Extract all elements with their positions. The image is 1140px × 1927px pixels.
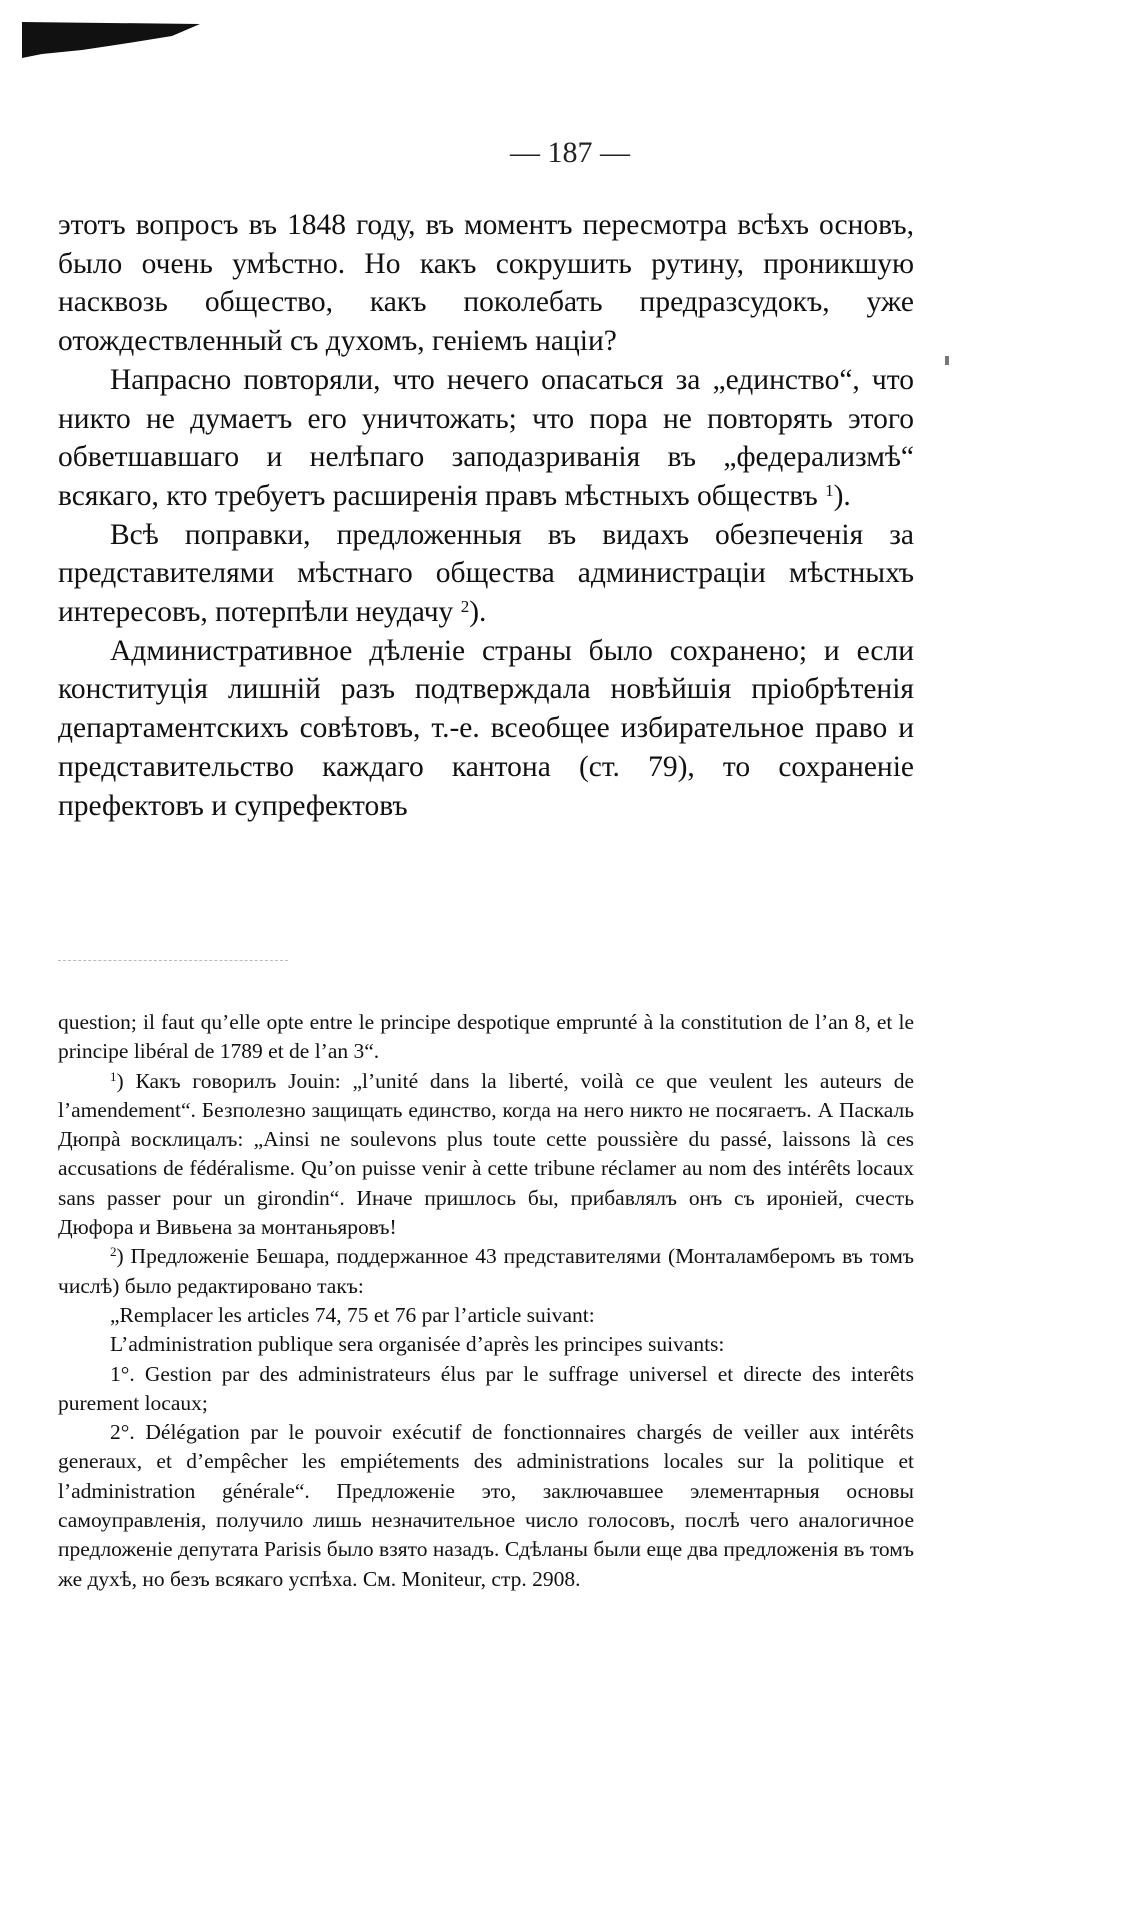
- footnote-ref-1: 1: [825, 480, 834, 500]
- footnote-divider: [58, 960, 288, 961]
- footnote-ref-2: 2: [460, 597, 470, 617]
- footnote-2: $^2$) Предложеніе Бешара, поддержанное 43 представителями (Монталамберомъ въ томъ числѣ) было редактировано такъ:: [58, 1244, 914, 1298]
- footnote-2-quote-2: L’administration publique sera organisée d’après les principes suivants:: [110, 1332, 725, 1357]
- paragraph-1: этотъ вопросъ въ 1848 году, въ моментъ пересмотра всѣхъ основъ, было очень умѣстно. Но какъ сокрушить рутину, проникшую насквозь общество, какъ поколебать предразсудокъ, уже отождествленный съ духомъ, геніемъ націи?: [58, 209, 914, 358]
- scan-artifact-mark: [22, 18, 200, 60]
- footnote-1: $^1$) Какъ говорилъ Jouin: „l’unité dans la liberté, voilà ce que veulent les auteurs de l’amendement“. Безполезно защищать единство, когда на него никто не посягаетъ. А Паскаль Дюпрà восклицалъ: „Ainsi ne soulevons plus toute cette poussière du passé, laissons là ces accusations de fédéralisme. Qu’on puisse venir à cette tribune réclamer au nom des intérêts locaux sans passer pour un girondin“. Иначе пришлось бы, прибавлялъ онъ съ ироніей, счесть Дюфора и Вивьена за монтаньяровъ!: [58, 1068, 914, 1240]
- footnote-2-marker: 2: [110, 1244, 117, 1260]
- page-number: — 187 —: [510, 136, 630, 169]
- footnote-2-quote-1: „Remplacer les articles 74, 75 et 76 par l’article suivant:: [110, 1302, 595, 1327]
- paragraph-2: Напрасно повторяли, что нечего опасаться за „единство“, что никто не думаетъ его уничтожать; что пора не повторять этого обветшавшаго и нелѣпаго заподазриванія въ „федерализмѣ“ всякаго, кто требуетъ расширенія правъ мѣстныхъ обществъ $^1$).: [58, 363, 914, 512]
- scan-speck: [945, 356, 949, 365]
- footnote-2-item-1: 1°. Gestion par des administrateurs élus par le suffrage universel et directe des interêts purement locaux;: [58, 1361, 914, 1415]
- paragraph-3: Всѣ поправки, предложенныя въ видахъ обезпеченія за представителями мѣстнаго общества администраціи мѣстныхъ интересовъ, потерпѣли неудачу $^2$).: [58, 518, 914, 629]
- main-text: [58, 206, 914, 825]
- paragraph-4: Административное дѣленіе страны было сохранено; и если конституція лишній разъ подтверждала новѣйшія пріобрѣтенія департаментскихъ совѣтовъ, т.-е. всеобщее избирательное право и представительство каждаго кантона (ст. 79), то сохраненіе префектовъ и супрефектовъ: [58, 634, 914, 822]
- footnote-2-item-2: 2°. Délégation par le pouvoir exécutif de fonctionnaires chargés de veiller aux intérêts generaux, et d’empêcher les empiétements des administrations locales sur la politique et l’administration générale“. Предложеніе это, заключавшее элементарныя основы самоуправленія, получило лишь незначительное число голосовъ, послѣ чего аналогичное предложеніе депутата Parisis было взято назадъ. Сдѣланы были еще два предложенія въ томъ же духѣ, но безъ всякаго успѣха. См. Moniteur, стр. 2908.: [58, 1420, 914, 1591]
- footnote-continuation: question; il faut qu’elle opte entre le principe despotique emprunté à la constitution de l’an 8, et le principe libéral de 1789 et de l’an 3“.: [58, 1010, 914, 1064]
- footnote-1-marker: 1: [110, 1068, 117, 1084]
- footnotes: [58, 1008, 914, 1594]
